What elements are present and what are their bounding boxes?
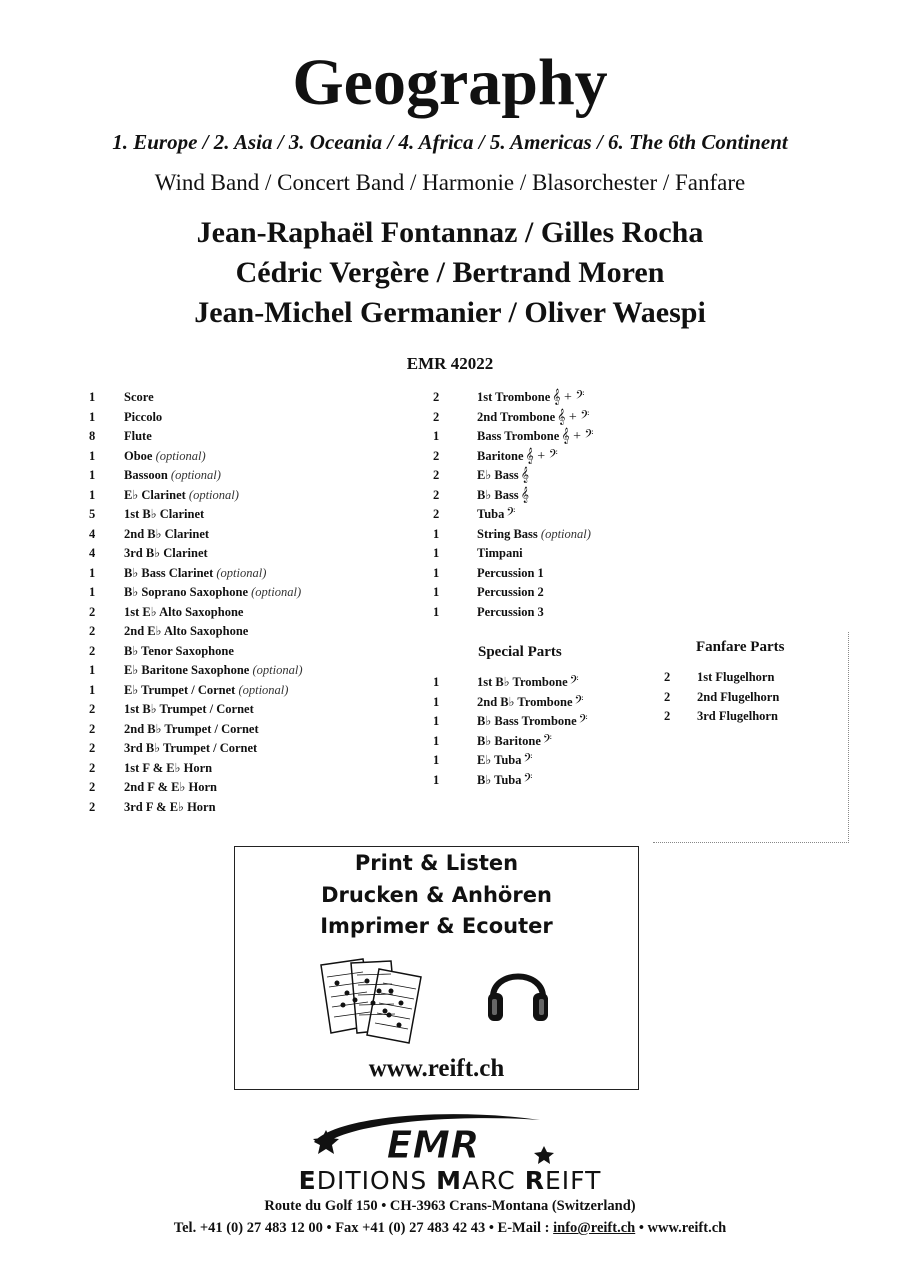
special-part-row bbox=[433, 771, 663, 791]
part-quantity: 2 bbox=[433, 507, 440, 521]
part-name: 3rd Flugelhorn bbox=[697, 709, 778, 723]
part-row bbox=[89, 759, 389, 779]
part-name-group bbox=[124, 603, 243, 623]
part-row bbox=[89, 583, 389, 603]
optional-note: (optional) bbox=[251, 585, 302, 599]
special-parts-list bbox=[433, 673, 663, 790]
special-part-row bbox=[433, 712, 663, 732]
publisher-name: EDITIONS MARC REIFT bbox=[298, 1166, 602, 1195]
part-quantity: 2 bbox=[89, 643, 96, 658]
part-quantity: 2 bbox=[433, 487, 440, 502]
part-quantity: 1 bbox=[433, 694, 440, 709]
part-quantity: 2 bbox=[89, 604, 96, 619]
print-listen-en: Print & Listen bbox=[354, 851, 519, 875]
part-name-group bbox=[477, 583, 544, 603]
part-name-group bbox=[697, 688, 779, 708]
composers-line-3: Jean-Michel Germanier / Oliver Waespi bbox=[194, 296, 706, 329]
special-part-row bbox=[433, 732, 663, 752]
part-quantity: 1 bbox=[89, 663, 96, 677]
part-name-group bbox=[124, 486, 239, 506]
part-quantity: 2 bbox=[433, 468, 440, 482]
part-quantity: 1 bbox=[433, 546, 440, 560]
part-name-group bbox=[124, 427, 152, 447]
print-listen-fr: Imprimer & Ecouter bbox=[320, 914, 553, 938]
parts-list-middle bbox=[433, 388, 663, 622]
part-name: Timpani bbox=[477, 546, 523, 560]
part-name: Piccolo bbox=[124, 409, 163, 424]
part-name: String Bass bbox=[477, 526, 538, 541]
part-quantity: 4 bbox=[89, 526, 96, 541]
part-name-group bbox=[697, 707, 778, 727]
part-name-group bbox=[124, 681, 288, 701]
part-name: E♭ Bass bbox=[477, 468, 519, 482]
part-row bbox=[433, 583, 663, 603]
special-part-row bbox=[433, 673, 663, 693]
part-name: 1st E♭ Alto Saxophone bbox=[124, 604, 244, 619]
part-name: 3rd B♭ Trumpet / Cornet bbox=[124, 741, 258, 755]
part-quantity: 2 bbox=[89, 780, 96, 794]
part-name-group bbox=[124, 408, 162, 428]
part-quantity: 1 bbox=[433, 714, 440, 728]
part-quantity: 1 bbox=[433, 429, 440, 443]
part-name: B♭ Soprano Saxophone bbox=[124, 585, 248, 599]
publisher-address: Route du Golf 150 • CH-3963 Crans-Montana (Switzerland) bbox=[264, 1198, 636, 1214]
clef-icon: 𝄞 + 𝄢 bbox=[525, 448, 558, 464]
clef-icon: 𝄢 bbox=[523, 753, 533, 768]
part-name-group bbox=[477, 732, 552, 752]
part-quantity: 1 bbox=[433, 604, 440, 619]
clef-icon: 𝄢 bbox=[574, 694, 584, 710]
part-quantity: 2 bbox=[89, 702, 96, 716]
part-row bbox=[89, 408, 389, 428]
part-row bbox=[433, 603, 663, 623]
emr-logo-icon bbox=[308, 1108, 558, 1166]
part-name: Tuba bbox=[477, 507, 505, 521]
part-quantity: 2 bbox=[89, 721, 96, 736]
part-name: 2nd B♭ Trombone bbox=[477, 694, 573, 709]
part-name: 2nd Trombone bbox=[477, 409, 556, 424]
part-quantity: 1 bbox=[89, 390, 96, 404]
part-quantity: 8 bbox=[89, 429, 96, 443]
part-row bbox=[89, 544, 389, 564]
part-quantity: 1 bbox=[89, 585, 96, 599]
part-name-group bbox=[124, 700, 254, 720]
clef-icon: 𝄞 + 𝄢 bbox=[552, 390, 585, 405]
clef-icon: 𝄢 bbox=[523, 772, 533, 788]
part-name: B♭ Tenor Saxophone bbox=[124, 643, 234, 658]
optional-note: (optional) bbox=[540, 526, 591, 541]
optional-note: (optional) bbox=[238, 682, 289, 697]
part-name: 2nd B♭ Clarinet bbox=[124, 526, 210, 541]
part-name-group bbox=[477, 388, 584, 408]
part-row bbox=[89, 622, 389, 642]
fanfare-part-row bbox=[664, 688, 834, 708]
part-name-group bbox=[124, 739, 257, 759]
part-quantity: 1 bbox=[433, 753, 440, 767]
part-name: B♭ Bass Trombone bbox=[477, 714, 577, 728]
part-name: 1st Trombone bbox=[477, 390, 551, 404]
website-link[interactable]: www.reift.ch bbox=[368, 1055, 505, 1082]
part-name: Percussion 2 bbox=[477, 585, 544, 599]
part-name-group bbox=[124, 525, 209, 545]
part-quantity: 2 bbox=[664, 709, 671, 723]
part-quantity: 2 bbox=[89, 799, 96, 814]
clef-icon: 𝄞 bbox=[520, 468, 529, 483]
part-name-group bbox=[124, 798, 216, 818]
part-row bbox=[433, 564, 663, 584]
part-quantity: 1 bbox=[433, 675, 440, 689]
part-name-group bbox=[124, 447, 206, 467]
part-name: 3rd F & E♭ Horn bbox=[124, 799, 216, 814]
part-name: 2nd E♭ Alto Saxophone bbox=[124, 624, 249, 638]
part-quantity: 2 bbox=[89, 741, 96, 755]
part-name-group bbox=[477, 505, 515, 525]
catalog-code: EMR 42022 bbox=[406, 354, 494, 373]
special-parts-heading: Special Parts bbox=[478, 644, 562, 660]
optional-note: (optional) bbox=[216, 565, 267, 580]
part-name-group bbox=[477, 525, 591, 545]
part-name-group bbox=[477, 693, 584, 713]
part-name-group bbox=[477, 466, 529, 486]
part-name-group bbox=[477, 486, 529, 506]
part-name-group bbox=[124, 778, 217, 798]
parts-list-left bbox=[89, 388, 389, 817]
part-name: 1st B♭ Trombone bbox=[477, 675, 568, 689]
clef-icon: 𝄞 bbox=[520, 487, 529, 503]
part-name-group bbox=[477, 603, 544, 623]
part-row bbox=[433, 525, 663, 545]
part-quantity: 1 bbox=[89, 487, 96, 502]
part-name-group bbox=[477, 564, 544, 584]
part-quantity: 1 bbox=[433, 526, 440, 541]
part-row bbox=[89, 505, 389, 525]
fanfare-parts-frame bbox=[653, 632, 849, 843]
emr-logo-text: EMR bbox=[386, 1123, 480, 1166]
part-name-group bbox=[124, 466, 221, 486]
part-quantity: 1 bbox=[433, 772, 440, 787]
part-name: 1st B♭ Clarinet bbox=[124, 507, 205, 521]
part-row bbox=[89, 603, 389, 623]
part-row bbox=[89, 388, 389, 408]
part-quantity: 2 bbox=[89, 624, 96, 638]
part-name-group bbox=[124, 720, 259, 740]
part-name: 1st F & E♭ Horn bbox=[124, 760, 213, 775]
part-name: B♭ Bass Clarinet bbox=[124, 565, 214, 580]
part-quantity: 1 bbox=[89, 682, 96, 697]
part-name: 1st B♭ Trumpet / Cornet bbox=[124, 702, 254, 716]
part-name: Percussion 3 bbox=[477, 604, 544, 619]
part-quantity: 5 bbox=[89, 507, 96, 521]
composers-line-1: Jean-Raphaël Fontannaz / Gilles Rocha bbox=[196, 216, 704, 249]
part-row bbox=[89, 427, 389, 447]
fanfare-part-row bbox=[664, 668, 834, 688]
part-row bbox=[433, 388, 663, 408]
optional-note: (optional) bbox=[170, 468, 221, 482]
part-name: E♭ Baritone Saxophone bbox=[124, 663, 250, 677]
part-row bbox=[433, 466, 663, 486]
part-name: 3rd B♭ Clarinet bbox=[124, 546, 208, 560]
part-row bbox=[89, 661, 389, 681]
part-name-group bbox=[477, 408, 589, 428]
part-row bbox=[89, 564, 389, 584]
part-name-group bbox=[477, 544, 523, 564]
fanfare-parts-heading: Fanfare Parts bbox=[696, 639, 785, 655]
part-name: E♭ Trumpet / Cornet bbox=[124, 682, 236, 697]
part-name-group bbox=[477, 712, 588, 732]
part-name-group bbox=[124, 544, 208, 564]
instrumentation-line: Wind Band / Concert Band / Harmonie / Blasorchester / Fanfare bbox=[154, 170, 746, 195]
part-name-group bbox=[697, 668, 774, 688]
part-name: 2nd B♭ Trumpet / Cornet bbox=[124, 721, 259, 736]
part-quantity: 1 bbox=[433, 585, 440, 599]
part-name: E♭ Clarinet bbox=[124, 487, 186, 502]
part-name-group bbox=[477, 427, 593, 447]
part-name-group bbox=[124, 505, 204, 525]
part-name: 2nd Flugelhorn bbox=[697, 689, 780, 704]
part-row bbox=[89, 778, 389, 798]
part-name: E♭ Tuba bbox=[477, 753, 522, 767]
composers-line-2: Cédric Vergère / Bertrand Moren bbox=[235, 256, 665, 289]
part-name: 2nd F & E♭ Horn bbox=[124, 780, 217, 794]
part-row bbox=[433, 486, 663, 506]
part-name-group bbox=[124, 759, 212, 779]
part-quantity: 2 bbox=[89, 760, 96, 775]
part-row bbox=[89, 798, 389, 818]
part-name-group bbox=[124, 622, 248, 642]
part-row bbox=[89, 447, 389, 467]
part-name: Baritone bbox=[477, 448, 524, 463]
part-quantity: 4 bbox=[89, 546, 96, 560]
special-part-row bbox=[433, 693, 663, 713]
part-row bbox=[89, 642, 389, 662]
part-row bbox=[89, 739, 389, 759]
part-row bbox=[433, 544, 663, 564]
part-name: Bass Trombone bbox=[477, 429, 560, 443]
clef-icon: 𝄢 bbox=[578, 714, 588, 729]
email-link[interactable]: info@reift.ch bbox=[553, 1220, 636, 1236]
clef-icon: 𝄞 + 𝄢 bbox=[557, 409, 590, 425]
part-quantity: 2 bbox=[433, 409, 440, 424]
part-name: Score bbox=[124, 390, 154, 404]
part-quantity: 1 bbox=[433, 565, 440, 580]
part-row bbox=[433, 447, 663, 467]
part-name-group bbox=[124, 388, 154, 408]
page-title: Geography bbox=[292, 46, 608, 119]
part-name: Flute bbox=[124, 429, 152, 443]
part-name: Oboe bbox=[124, 448, 153, 463]
part-name-group bbox=[124, 661, 303, 681]
optional-note: (optional) bbox=[155, 448, 206, 463]
movements-line: 1. Europe / 2. Asia / 3. Oceania / 4. Africa / 5. Americas / 6. The 6th Continent bbox=[112, 130, 788, 154]
part-quantity: 1 bbox=[433, 733, 440, 748]
clef-icon: 𝄢 bbox=[569, 675, 579, 690]
clef-icon: 𝄞 + 𝄢 bbox=[561, 429, 594, 444]
sheet-music-icon bbox=[317, 955, 429, 1047]
part-name: 1st Flugelhorn bbox=[697, 670, 775, 684]
part-row bbox=[89, 525, 389, 545]
part-name-group bbox=[477, 751, 533, 771]
part-name: B♭ Baritone bbox=[477, 733, 541, 748]
special-part-row bbox=[433, 751, 663, 771]
part-name-group bbox=[124, 642, 234, 662]
clef-icon: 𝄢 bbox=[506, 507, 516, 522]
part-name-group bbox=[477, 447, 558, 467]
part-name: Bassoon bbox=[124, 468, 168, 482]
clef-icon: 𝄢 bbox=[542, 733, 552, 749]
part-quantity: 2 bbox=[433, 390, 440, 404]
part-quantity: 1 bbox=[89, 565, 96, 580]
part-quantity: 1 bbox=[89, 409, 96, 424]
part-name: B♭ Tuba bbox=[477, 772, 522, 787]
fanfare-parts-list bbox=[664, 668, 834, 727]
part-row bbox=[89, 720, 389, 740]
part-row bbox=[89, 681, 389, 701]
part-name-group bbox=[477, 673, 579, 693]
print-listen-de: Drucken & Anhören bbox=[321, 883, 552, 907]
part-quantity: 1 bbox=[89, 448, 96, 463]
part-row bbox=[433, 427, 663, 447]
part-quantity: 1 bbox=[89, 468, 96, 482]
part-name-group bbox=[124, 564, 266, 584]
part-name-group bbox=[124, 583, 301, 603]
fanfare-part-row bbox=[664, 707, 834, 727]
optional-note: (optional) bbox=[252, 663, 303, 677]
part-row bbox=[89, 700, 389, 720]
print-listen-box bbox=[234, 846, 639, 1090]
part-name: Percussion 1 bbox=[477, 565, 544, 580]
optional-note: (optional) bbox=[188, 487, 239, 502]
part-name: B♭ Bass bbox=[477, 487, 519, 502]
part-row bbox=[433, 408, 663, 428]
headphones-icon bbox=[485, 955, 551, 1027]
part-row bbox=[89, 466, 389, 486]
part-quantity: 2 bbox=[664, 689, 671, 704]
part-quantity: 2 bbox=[433, 448, 440, 463]
part-name-group bbox=[477, 771, 533, 791]
part-quantity: 2 bbox=[664, 670, 671, 684]
part-row bbox=[433, 505, 663, 525]
publisher-contact: Tel. +41 (0) 27 483 12 00 • Fax +41 (0) 27 483 42 43 • E-Mail : info@reift.ch • www.reift.ch bbox=[173, 1220, 727, 1236]
part-row bbox=[89, 486, 389, 506]
